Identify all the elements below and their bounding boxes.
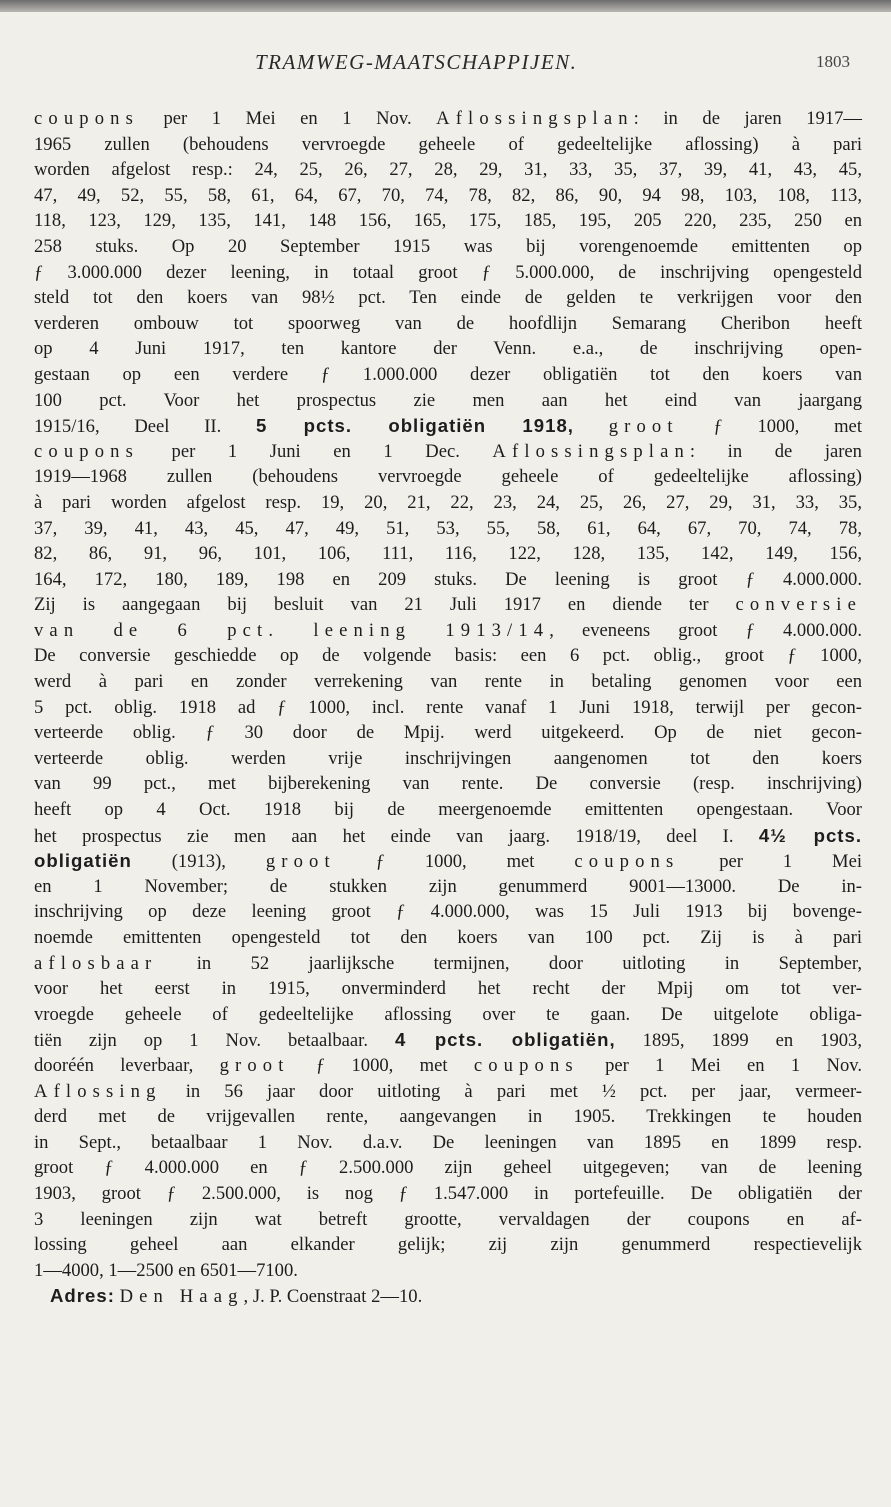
text-line xyxy=(34,874,862,900)
text-run: 3 leeningen zijn wat betreft grootte, vervaldagen der coupons en af- xyxy=(34,1208,862,1230)
text-line xyxy=(34,951,862,977)
emphasized-text: Aflossing xyxy=(34,1080,162,1102)
text-line xyxy=(34,567,862,593)
text-run: 5 pct. oblig. 1918 ad ƒ 1000, incl. rente vanaf 1 Juni 1918, terwijl per gecon- xyxy=(34,696,862,718)
text-run: van 99 pct., met bijberekening van rente. De conversie (resp. inschrijving) xyxy=(34,773,862,795)
text-line xyxy=(34,208,862,234)
text-line xyxy=(34,413,862,439)
emphasized-text: conversie xyxy=(735,594,862,616)
text-line xyxy=(34,336,862,362)
emphasized-text: van de 6 pct. leening 1913/14 xyxy=(34,619,550,641)
text-run: , J. P. Coenstraat 2—10. xyxy=(243,1286,423,1308)
text-line xyxy=(34,132,862,158)
text-line xyxy=(34,311,862,337)
emphasized-text: aflosbaar xyxy=(34,952,158,974)
text-line xyxy=(34,1258,862,1284)
text-run: in 52 jaarlijksche termijnen, door uitloting in September, xyxy=(157,952,862,974)
text-line xyxy=(34,848,862,874)
text-run: Zij is aangegaan bij besluit van 21 Juli 1917 en diende ter xyxy=(34,594,736,616)
text-line xyxy=(34,439,862,465)
text-run: 1—4000, 1—2500 en 6501—7100. xyxy=(34,1259,298,1281)
text-run: tiën zijn op 1 Nov. betaalbaar. xyxy=(34,1030,395,1052)
text-run: ƒ 1000, met xyxy=(335,851,575,873)
text-line xyxy=(34,976,862,1002)
text-run: 1919—1968 zullen (behoudens vervroegde geheele of gedeeltelijke aflossing) xyxy=(34,466,862,488)
text-line xyxy=(34,1053,862,1079)
text-run: 1915/16, Deel II. xyxy=(34,416,257,438)
text-run: verteerde oblig. werden vrije inschrijvingen aangenomen tot den koers xyxy=(34,747,862,769)
text-run: heeft op 4 Oct. 1918 bij de meergenoemde emittenten opengestaan. Voor xyxy=(34,799,862,821)
scan-top-edge xyxy=(0,0,891,12)
emphasized-text: groot xyxy=(219,1054,290,1076)
text-run: per 1 Mei en 1 Nov. xyxy=(578,1054,863,1076)
text-line xyxy=(34,516,862,542)
text-line xyxy=(34,362,862,388)
emphasized-text: groot xyxy=(265,851,336,873)
emphasized-text: obligatiën xyxy=(34,850,132,872)
emphasized-text: Aflossingsplan xyxy=(436,108,634,129)
text-line xyxy=(34,464,862,490)
text-line xyxy=(34,695,862,721)
text-run: voor het eerst in 1915, onverminderd het recht der Mpij om tot ver- xyxy=(34,978,862,1000)
text-line xyxy=(34,1104,862,1130)
text-line xyxy=(34,669,862,695)
text-run: (1913), xyxy=(131,851,266,873)
body-paragraph xyxy=(34,106,862,1309)
text-line xyxy=(34,746,862,772)
text-run: 164, 172, 180, 189, 198 en 209 stuks. De leening is groot ƒ 4.000.000. xyxy=(34,568,862,590)
text-run: 1965 zullen (behoudens vervroegde geheele of gedeeltelijke aflossing) à pari xyxy=(34,133,862,155)
text-line xyxy=(34,720,862,746)
text-line xyxy=(34,643,862,669)
text-line xyxy=(34,1181,862,1207)
text-run: per 1 Mei en 1 Nov. xyxy=(138,108,437,129)
text-run: verteerde oblig. ƒ 30 door de Mpij. werd uitgekeerd. Op de niet gecon- xyxy=(34,722,862,744)
text-run: inschrijving op deze leening groot ƒ 4.000.000, was 15 Juli 1913 bij bovenge- xyxy=(34,901,862,923)
emphasized-text: Aflossingsplan xyxy=(492,440,690,462)
emphasized-text: 5 pcts. obligatiën 1918, xyxy=(256,415,574,437)
text-run xyxy=(574,416,609,437)
text-line xyxy=(34,1232,862,1258)
emphasized-text: groot xyxy=(608,416,679,438)
text-run: vroegde geheele of gedeeltelijke aflossing over te gaan. De uitgelote obliga- xyxy=(34,1003,862,1025)
text-line xyxy=(34,260,862,286)
text-line xyxy=(34,899,862,925)
page-number: 1803 xyxy=(816,52,850,71)
text-run: per 1 Juni en 1 Dec. xyxy=(138,440,493,462)
text-line xyxy=(34,183,862,209)
text-run: : in de jaren 1917— xyxy=(633,108,863,129)
text-run: 100 pct. Voor het prospectus zie men aan het eind van jaargang xyxy=(34,389,862,411)
text-run: verderen ombouw tot spoorweg van de hoofdlijn Semarang Cheribon heeft xyxy=(34,312,862,334)
text-run: in 56 jaar door uitloting à pari met ½ pct. per jaar, vermeer- xyxy=(161,1080,862,1102)
text-run: noemde emittenten opengesteld tot den koers van 100 pct. Zij is à pari xyxy=(34,927,862,948)
text-line xyxy=(34,157,862,183)
text-line xyxy=(34,1027,862,1053)
page-header xyxy=(0,50,891,90)
text-line xyxy=(34,797,862,823)
text-run: 1903, groot ƒ 2.500.000, is nog ƒ 1.547.000 in portefeuille. De obligatiën der xyxy=(34,1182,862,1204)
text-run: De conversie geschiedde op de volgende basis: een 6 pct. oblig., groot ƒ 1000, xyxy=(34,645,862,667)
emphasized-text: 4½ pcts. xyxy=(758,824,862,846)
text-line xyxy=(34,1079,862,1105)
text-line xyxy=(34,1130,862,1156)
text-run: 118, 123, 129, 135, 141, 148 156, 165, 175, 185, 195, 205 220, 235, 250 en xyxy=(34,210,862,232)
text-line xyxy=(34,1207,862,1233)
text-run: in Sept., betaalbaar 1 Nov. d.a.v. De leeningen van 1895 en 1899 resp. xyxy=(34,1131,862,1153)
text-run: : in de jaren xyxy=(689,440,862,462)
text-line xyxy=(34,823,862,849)
text-line xyxy=(34,490,862,516)
address-line xyxy=(34,1283,862,1309)
text-run: worden afgelost resp.: 24, 25, 26, 27, 28, 29, 31, 33, 35, 37, 39, 41, 43, 45, xyxy=(34,159,862,181)
text-line xyxy=(34,1155,862,1181)
emphasized-text: coupons xyxy=(574,851,680,873)
text-run: ƒ 1000, met xyxy=(289,1054,474,1076)
text-run: 82, 86, 91, 96, 101, 106, 111, 116, 122, 128, 135, 142, 149, 156, xyxy=(34,543,862,565)
text-run: steld tot den koers van 98½ pct. Ten einde de gelden te verkrijgen voor den xyxy=(34,287,862,309)
text-run: het prospectus zie men aan het einde van jaarg. 1918/19, deel I. xyxy=(34,825,759,847)
text-run: à pari worden afgelost resp. 19, 20, 21, 22, 23, 24, 25, 26, 27, 29, 31, 33, 35, xyxy=(34,491,862,513)
emphasized-text: Adres: xyxy=(50,1285,115,1307)
emphasized-text: Den Haag xyxy=(119,1286,244,1308)
text-run: werd à pari en zonder verrekening van rente in betaling genomen voor een xyxy=(34,671,862,693)
text-run: 37, 39, 41, 43, 45, 47, 49, 51, 53, 55, 58, 61, 64, 67, 70, 74, 78, xyxy=(34,517,862,539)
text-run: dooréén leverbaar, xyxy=(34,1054,220,1076)
text-run: , eveneens groot ƒ 4.000.000. xyxy=(549,619,862,641)
text-run: en 1 November; de stukken zijn genummerd 9001—13000. De in- xyxy=(34,875,862,897)
text-line xyxy=(34,234,862,260)
text-run: ƒ 1000, met xyxy=(678,416,862,438)
text-run: derd met de vrijgevallen rente, aangevangen in 1905. Trekkingen te houden xyxy=(34,1106,862,1128)
text-run: 1895, 1899 en 1903, xyxy=(615,1030,862,1052)
text-run: gestaan op een verdere ƒ 1.000.000 dezer obligatiën tot den koers van xyxy=(34,363,862,385)
text-line xyxy=(34,1002,862,1028)
text-line xyxy=(34,541,862,567)
text-line xyxy=(34,592,862,618)
emphasized-text: 4 pcts. obligatiën, xyxy=(394,1029,616,1051)
text-run: lossing geheel aan elkander gelijk; zij zijn genummerd respectievelijk xyxy=(34,1234,862,1256)
text-run: per 1 Mei xyxy=(679,851,862,873)
text-run: ƒ 3.000.000 dezer leening, in totaal groot ƒ 5.000.000, de inschrijving opengesteld xyxy=(34,261,862,283)
text-line xyxy=(34,925,862,951)
text-run: 258 stuks. Op 20 September 1915 was bij vorengenoemde emittenten op xyxy=(34,235,862,257)
text-line xyxy=(34,388,862,414)
emphasized-text: coupons xyxy=(473,1054,579,1076)
emphasized-text: coupons xyxy=(34,108,139,129)
text-run: 47, 49, 52, 55, 58, 61, 64, 67, 70, 74, 78, 82, 86, 90, 94 98, 103, 108, 113, xyxy=(34,184,862,206)
text-run: groot ƒ 4.000.000 en ƒ 2.500.000 zijn geheel uitgegeven; van de leening xyxy=(34,1157,862,1179)
text-run: op 4 Juni 1917, ten kantore der Venn. e.a., de inschrijving open- xyxy=(34,338,862,360)
text-line xyxy=(34,771,862,797)
running-title: TRAMWEG-MAATSCHAPPIJEN. xyxy=(255,50,578,74)
text-line xyxy=(34,618,862,644)
text-line xyxy=(34,285,862,311)
emphasized-text: coupons xyxy=(34,440,139,462)
text-line xyxy=(34,106,862,132)
